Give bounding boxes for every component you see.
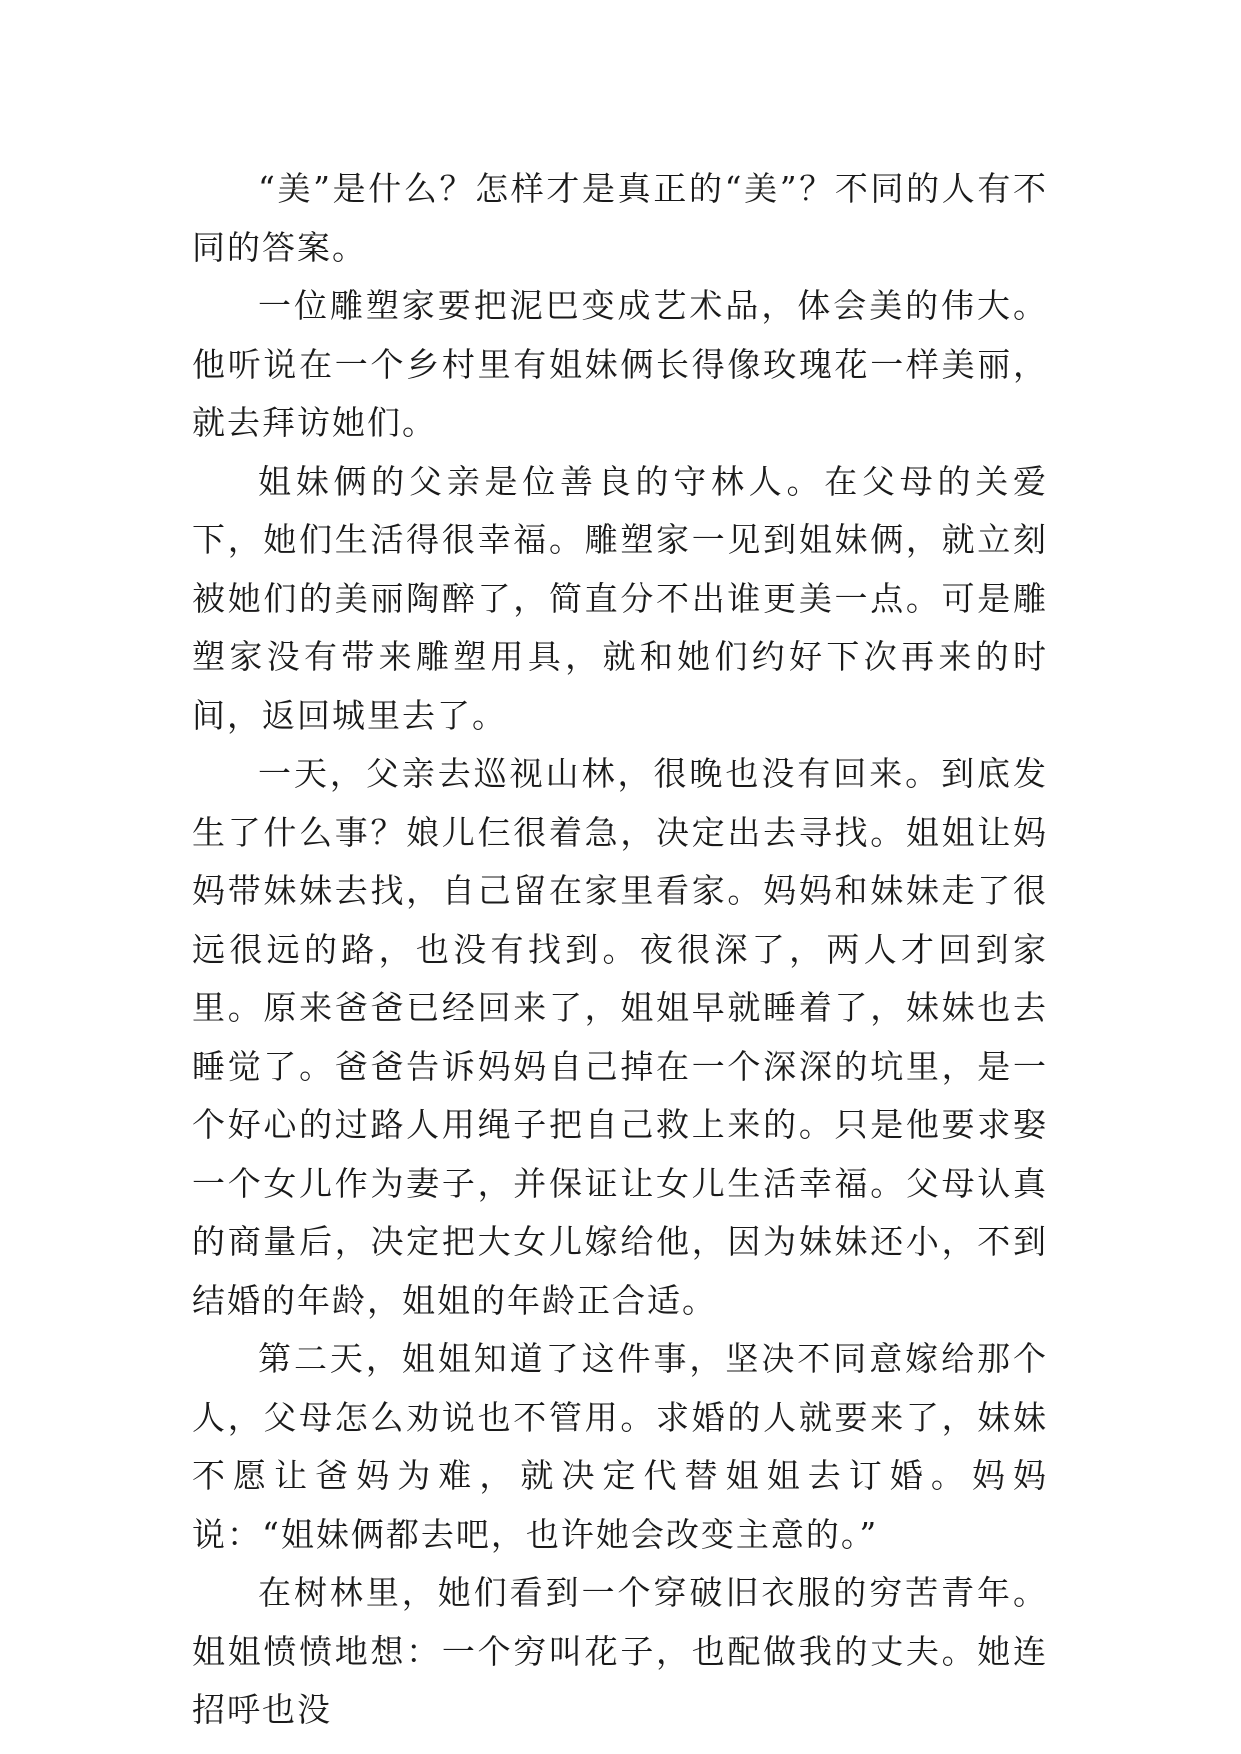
document-body [192,160,1048,1740]
paragraph: 一天，父亲去巡视山林，很晚也没有回来。到底发生了什么事？娘儿仨很着急，决定出去寻找。姐姐让妈妈带妹妹去找，自己留在家里看家。妈妈和妹妹走了很远很远的路，也没有找到。夜很深了，两人才回到家里。原来爸爸已经回来了，姐姐早就睡着了，妹妹也去睡觉了。爸爸告诉妈妈自己掉在一个深深的坑里，是一个好心的过路人用绳子把自己救上来的。只是他要求娶一个女儿作为妻子，并保证让女儿生活幸福。父母认真的商量后，决定把大女儿嫁给他，因为妹妹还小，不到结婚的年龄，姐姐的年龄正合适。 [192,754,1048,1320]
paragraph: 姐妹俩的父亲是位善良的守林人。在父母的关爱下，她们生活得很幸福。雕塑家一见到姐妹俩，就立刻被她们的美丽陶醉了，简直分不出谁更美一点。可是雕塑家没有带来雕塑用具，就和她们约好下次再来的时间，返回城里去了。 [192,461,1048,735]
paragraph: 第二天，姐姐知道了这件事，坚决不同意嫁给那个人，父母怎么劝说也不管用。求婚的人就要来了，妹妹不愿让爸妈为难，就决定代替姐姐去订婚。妈妈说：“姐妹俩都去吧，也许她会改变主意的。” [192,1339,1048,1554]
paragraph: 在树林里，她们看到一个穿破旧衣服的穷苦青年。姐姐愤愤地想：一个穷叫花子，也配做我的丈夫。她连招呼也没 [192,1573,1048,1729]
paragraph: “美”是什么？怎样才是真正的“美”？不同的人有不同的答案。 [192,169,1048,267]
paragraph: 一位雕塑家要把泥巴变成艺术品，体会美的伟大。他听说在一个乡村里有姐妹俩长得像玫瑰花一样美丽，就去拜访她们。 [192,286,1048,442]
